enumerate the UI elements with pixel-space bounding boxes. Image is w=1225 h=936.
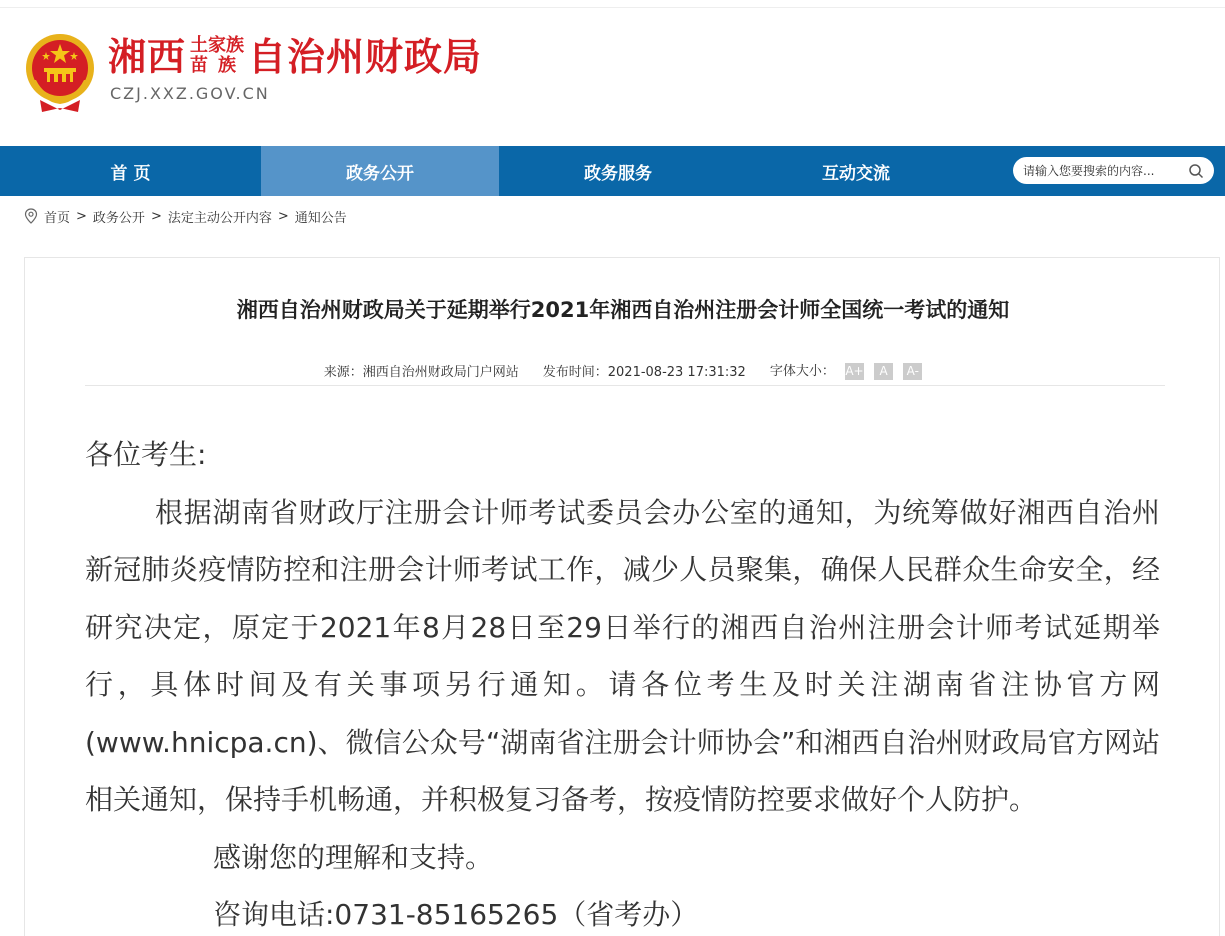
article-panel: [24, 257, 1220, 936]
top-border: [0, 0, 1225, 8]
site-domain: CZJ.XXZ.GOV.CN: [110, 84, 270, 103]
site-title-small-top: 土家族: [190, 35, 245, 56]
site-title-ethnic: [190, 32, 244, 76]
site-title-part2: 自治州财政局: [248, 35, 483, 79]
article-contact: 咨询电话:0731-85165265（省考办）: [213, 898, 699, 931]
meta-divider: [85, 385, 1165, 386]
breadcrumb-government-affairs[interactable]: 政务公开: [92, 210, 145, 226]
article-greeting: 各位考生:: [85, 438, 207, 471]
breadcrumb-separator: >: [76, 208, 87, 224]
location-pin-icon: [24, 208, 38, 224]
breadcrumb: [24, 206, 347, 226]
article-meta: [25, 360, 1221, 380]
font-decrease-button[interactable]: A-: [903, 363, 922, 380]
nav-item-government-services[interactable]: 政务服务: [584, 163, 652, 184]
article-title: 湘西自治州财政局关于延期举行2021年湘西自治州注册会计师全国统一考试的通知: [236, 298, 1010, 322]
breadcrumb-separator: >: [150, 208, 162, 224]
breadcrumb-statutory-disclosure[interactable]: 法定主动公开内容: [167, 210, 272, 226]
font-size-control: [770, 360, 922, 380]
article-paragraph: 根据湖南省财政厅注册会计师考试委员会办公室的通知，为统筹做好湘西自治州新冠肺炎疫情防控和注册会计师考试工作，减少人员聚集，确保人民群众生命安全，经研究决定，原定于2021年8月28日至29日举行的湘西自治州注册会计师考试延期举行，具体时间及有关事项另行通知。请各位考生及时关注湖南省注协官方网(www.hnicpa.cn)、微信公众号“湖南省注册会计师协会”和湘西自治州财政局官方网站相关通知，保持手机畅通，并积极复习备考，按疫情防控要求做好个人防护。: [85, 495, 1160, 816]
national-emblem-icon: [22, 30, 98, 114]
site-header: [0, 8, 1225, 146]
site-title-small-b: 族: [218, 55, 237, 76]
font-size-label: 字体大小：: [769, 364, 835, 379]
article-thanks: 感谢您的理解和支持。: [213, 840, 494, 874]
font-increase-button[interactable]: A+: [845, 364, 864, 378]
search-input[interactable]: [1023, 164, 1179, 178]
main-nav: [0, 146, 1225, 196]
nav-item-interaction[interactable]: 互动交流: [822, 163, 890, 184]
site-title-part1: 湘西: [108, 35, 187, 79]
nav-item-home[interactable]: 首 页: [110, 163, 151, 184]
breadcrumb-notices[interactable]: 通知公告: [294, 210, 347, 226]
article-body: [85, 426, 1160, 936]
article-publish-time: 发布时间：2021-08-23 17:31:32: [542, 364, 746, 380]
font-normal-button[interactable]: A: [874, 363, 893, 380]
search-icon[interactable]: [1188, 163, 1204, 179]
breadcrumb-separator: >: [277, 208, 289, 224]
breadcrumb-home[interactable]: 首页: [44, 210, 71, 226]
search-box: [1013, 157, 1214, 184]
site-title: [108, 32, 482, 92]
article-source: 来源：湘西自治州财政局门户网站: [323, 364, 519, 380]
site-title-small-a: 苗: [190, 55, 209, 76]
nav-item-government-affairs[interactable]: 政务公开: [261, 146, 499, 196]
